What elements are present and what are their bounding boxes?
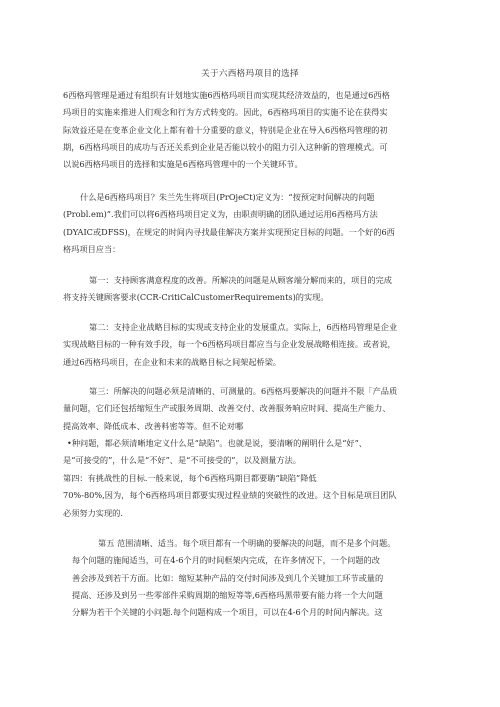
paragraph-line: 期，6西格玛项目的成功与否还关系到企业是否能以较小的阻力引入这种新的管理模式。可	[63, 141, 388, 152]
paragraph-line: 以说6西格玛项目的选择和实施是6西格玛管理中的一个关键环节。	[63, 159, 303, 170]
paragraph-line: 玛项目的实施来推进人们观念和行为方式转变的。因此，6西格玛项目的实施不论在获得实	[63, 107, 388, 118]
paragraph-line: 第四：有挑战性的目标.一般来说，每个6西格玛期目都要聃“缺陷”降低	[63, 473, 317, 483]
paragraph-line: 6西格玛管理是通过有组织有计划地实施6西格玛项目而实现其经济效益的，也是通过6西格	[63, 90, 390, 100]
paragraph-line: 是“可接受的”，什么是“不好”、是“不可接受的”，以及测量方法。	[63, 455, 301, 466]
paragraph-line: 实现战略目标的一种有效手段，每一个6西格玛项目都应当与企业发展战略相连接。或者说，	[63, 339, 396, 350]
paragraph-line: 量问题，它们还包括缩短生产或服务周期、改善交付、改善服务响应时间、提高生产能力、	[63, 403, 391, 414]
paragraph-line: 分解为若干个关键的小问题.每个问题构成一个项目，可以在4-6个月的时间内解决。这	[72, 607, 383, 618]
paragraph-line: 第一：支持顾客满意程度的改善。所解决的问题是从顾客端分解而来的，项目的完成	[89, 275, 392, 285]
paragraph-line: (DYAIC或DFSS)，在规定的时间内寻找最佳解决方案并实现预定目标的问题。一个好的6西	[63, 226, 395, 237]
paragraph-line: 通过6西格玛项目，在企业和未来的战略目标之间架起桥梁。	[63, 356, 282, 367]
paragraph-point-three	[63, 383, 445, 469]
paragraph-line: 第三：所解决的问题必须是清晰的、可测量的。6西格玛要解决的问题并不限「产品质	[89, 386, 398, 396]
paragraph-line: 格玛项目应当：	[63, 243, 121, 254]
paragraph-line: 将支持关键顾客要求(CCR-CritiCalCustomerRequirements)的实现。	[63, 292, 329, 303]
paragraph-point-four	[63, 470, 445, 522]
paragraph-line: 必须努力实现的.	[63, 507, 123, 518]
document-title: 关于六西格玛项目的选择	[201, 69, 299, 79]
paragraph-point-two	[63, 319, 445, 371]
paragraph-line: 提高效率、降低成本、改善料密等等。但不论对哪	[63, 420, 244, 431]
paragraph-line: 第五 范围清晰、适当。每个项目都有一个明确的要解决的问题，而不是多个问题。	[98, 538, 396, 548]
paragraph-line: 提高、还涉及到另一些零部件采购周期的缩短等等,6西格玛黑带要有能力将一个大问题	[72, 589, 383, 600]
paragraph-line: 什么是6西格玛项目？朱兰先生将项目(PrOjeCt)定义为：“按预定时间解决的问题	[80, 192, 375, 202]
paragraph-line: 际效益还是在变革企业文化上都有着十分重要的意义，特别是企业在导入6西格玛管理的初	[63, 124, 388, 135]
paragraph-point-five	[72, 535, 445, 621]
paragraph-point-one	[63, 272, 445, 307]
paragraph-line: 善会涉及到若干方面。比如：缩短某种产品的交付时间涉及到几个关键加工环节或量的	[72, 572, 384, 583]
paragraph-definition	[63, 189, 445, 258]
paragraph-line: •种问题，都必须清晰地定义什么是“缺陷”。也就是说，要清晰的阐明什么是“好”、	[67, 437, 367, 448]
paragraph-intro	[63, 87, 445, 173]
paragraph-line: 每个问题的施闻适当，可在4-6个月的时间框架内完成，在许多情况下，一个问题的改	[72, 555, 380, 566]
paragraph-line: 第二：支持企业战略目标的实现或支持企业的发展重点。实际上，6西格玛管理是企业	[89, 322, 398, 332]
paragraph-line: (Probl.em)”.我们可以将6西格玛项目定义为，由职责明确的团队通过运用6西格玛方法	[63, 209, 378, 220]
paragraph-line: 70%-80%,因为，每个6西格玛项目都要实现过程业绩的突破性的改进。这个目标是项目团队	[63, 490, 397, 501]
